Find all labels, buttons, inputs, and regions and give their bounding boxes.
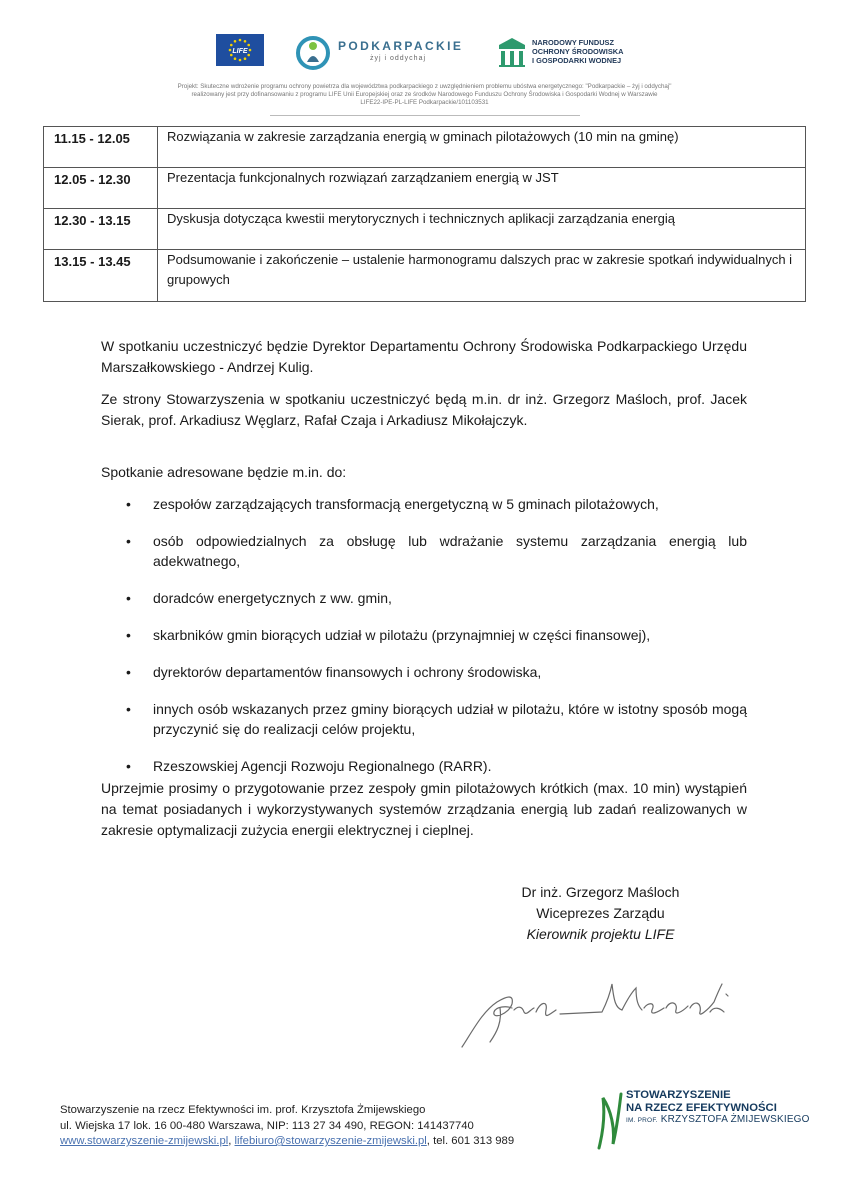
- list-item: [101, 494, 747, 514]
- project-description: [60, 83, 789, 107]
- agenda-description: Dyskusja dotycząca kwestii merytorycznych i technicznych aplikacji zarządzania energią: [158, 209, 806, 250]
- association-logo-text: [626, 1089, 810, 1128]
- nfosigw-name: [532, 38, 623, 65]
- nfosigw-line: NARODOWY FUNDUSZ: [532, 38, 614, 47]
- association-logo-line: KRZYSZTOFA ŻMIJEWSKIEGO: [660, 1114, 810, 1125]
- agenda-time: 12.05 - 12.30: [44, 168, 158, 209]
- agenda-time: 13.15 - 13.45: [44, 250, 158, 302]
- bullet-icon: •: [126, 701, 131, 717]
- agenda-table: [43, 126, 806, 302]
- handwritten-signature: [452, 972, 732, 1052]
- footer-contact: [60, 1103, 514, 1150]
- signatory-name: Dr inż. Grzegorz Maśloch: [521, 884, 680, 900]
- footer-separator: ,: [228, 1135, 232, 1147]
- footer-website-link[interactable]: www.stowarzyszenie-zmijewski.pl: [60, 1135, 229, 1147]
- eu-life-logo: [216, 34, 264, 66]
- bullet-icon: •: [126, 664, 131, 680]
- list-item: [101, 662, 747, 682]
- list-item-text: zespołów zarządzających transformacją energetyczną w 5 gminach pilotażowych,: [153, 496, 659, 512]
- podkarpackie-emblem-icon: [295, 36, 331, 70]
- footer-address: ul. Wiejska 17 lok. 16 00-480 Warszawa, NIP: 113 27 34 490, REGON: 141437740: [60, 1119, 474, 1132]
- bullet-icon: •: [126, 533, 131, 549]
- list-item-text: osób odpowiedzialnych za obsługę lub wdrażanie systemu zarządzania energią lub adekwatnego,: [153, 533, 747, 569]
- bullet-icon: •: [126, 758, 131, 774]
- table-row: [44, 168, 806, 209]
- bullet-icon: •: [126, 496, 131, 512]
- agenda-description: Rozwiązania w zakresie zarządzania energią w gminach pilotażowych (10 min na gminę): [158, 127, 806, 168]
- agenda-description: Prezentacja funkcjonalnych rozwiązań zarządzaniem energią w JST: [158, 168, 806, 209]
- list-item-text: doradców energetycznych z ww. gmin,: [153, 590, 392, 606]
- project-line: LIFE22-IPE-PL-LIFE Podkarpackie/101103531: [360, 99, 489, 106]
- agenda-time: 11.15 - 12.05: [44, 127, 158, 168]
- director-paragraph: W spotkaniu uczestniczyć będzie Dyrektor Departamentu Ochrony Środowiska Podkarpackiego Urzędu Marszałkowskiego - Andrzej Kulig.: [101, 338, 747, 375]
- association-logo-line: STOWARZYSZENIE: [626, 1089, 731, 1101]
- list-item-text: dyrektorów departamentów finansowych i ochrony środowiska,: [153, 664, 542, 680]
- list-item: [101, 699, 747, 739]
- footer-email-link[interactable]: lifebiuro@stowarzyszenie-zmijewski.pl: [234, 1135, 427, 1147]
- signatory-role: Kierownik projektu LIFE: [526, 926, 675, 942]
- nfosigw-line: I GOSPODARKI WODNEJ: [532, 56, 622, 65]
- association-logo-prefix: IM. PROF.: [626, 1117, 658, 1124]
- bullet-icon: •: [126, 590, 131, 606]
- header-divider: [270, 115, 580, 116]
- podkarpackie-tagline: żyj i oddychaj: [370, 55, 427, 62]
- list-item: [101, 588, 747, 608]
- table-row: [44, 250, 806, 302]
- audience-intro: Spotkanie adresowane będzie m.in. do:: [101, 464, 347, 480]
- participants-paragraph: Ze strony Stowarzyszenia w spotkaniu uczestniczyć będą m.in. dr inż. Grzegorz Maśloch, prof. Jacek Sierak, prof. Arkadiusz Węglarz, Rafał Czaja i Arkadiusz Mikołajczyk.: [101, 391, 747, 428]
- table-row: [44, 209, 806, 250]
- signatory-title: Wiceprezes Zarządu: [536, 905, 665, 921]
- list-item-text: Rzeszowskiej Agencji Rozwoju Regionalnego (RARR).: [153, 758, 492, 774]
- signature-block: [480, 882, 721, 945]
- list-item-text: innych osób wskazanych przez gminy biorących udział w pilotażu, które w istotny sposób mogą przyczynić się do realizacji celów projektu,: [153, 701, 747, 737]
- project-line: Projekt: Skuteczne wdrożenie programu ochrony powietrza dla województwa podkarpackiego z uwzględnieniem problemu ubóstwa energetycznego: "Podkarpackie – żyj i oddychaj": [177, 83, 672, 90]
- nfosigw-emblem-icon: [497, 36, 527, 68]
- project-line: realizowany jest przy dofinansowaniu z programu LIFE Unii Europejskiej oraz ze środków Narodowego Funduszu Ochrony Środowiska i Gospodarki Wodnej w Warszawie: [191, 91, 658, 98]
- association-emblem-icon: [593, 1088, 623, 1152]
- podkarpackie-name: PODKARPACKIE: [338, 39, 464, 53]
- list-item: [101, 625, 747, 645]
- list-item-text: skarbników gmin biorących udział w pilotażu (przynajmniej w części finansowej),: [153, 627, 651, 643]
- audience-list: [101, 494, 747, 793]
- list-item: [101, 756, 747, 776]
- bullet-icon: •: [126, 627, 131, 643]
- table-row: [44, 127, 806, 168]
- footer-phone: , tel. 601 313 989: [426, 1135, 515, 1147]
- association-logo-line: NA RZECZ EFEKTYWNOŚCI: [626, 1101, 777, 1114]
- footer-org-name: Stowarzyszenie na rzecz Efektywności im. prof. Krzysztofa Żmijewskiego: [60, 1104, 426, 1116]
- request-paragraph: Uprzejmie prosimy o przygotowanie przez zespoły gmin pilotażowych krótkich (max. 10 min) wystąpień na temat posiadanych i wykorzystywanych systemów zrządzania energią lub zadań realizowanych w zakresie optymalizacji zużycia energii elektrycznej i cieplnej.: [101, 780, 747, 838]
- life-logo-text: LIFE: [232, 48, 248, 55]
- agenda-time: 12.30 - 13.15: [44, 209, 158, 250]
- nfosigw-line: OCHRONY ŚRODOWISKA: [532, 47, 624, 56]
- list-item: [101, 531, 747, 571]
- agenda-description: Podsumowanie i zakończenie – ustalenie harmonogramu dalszych prac w zakresie spotkań indywidualnych i grupowych: [158, 250, 806, 302]
